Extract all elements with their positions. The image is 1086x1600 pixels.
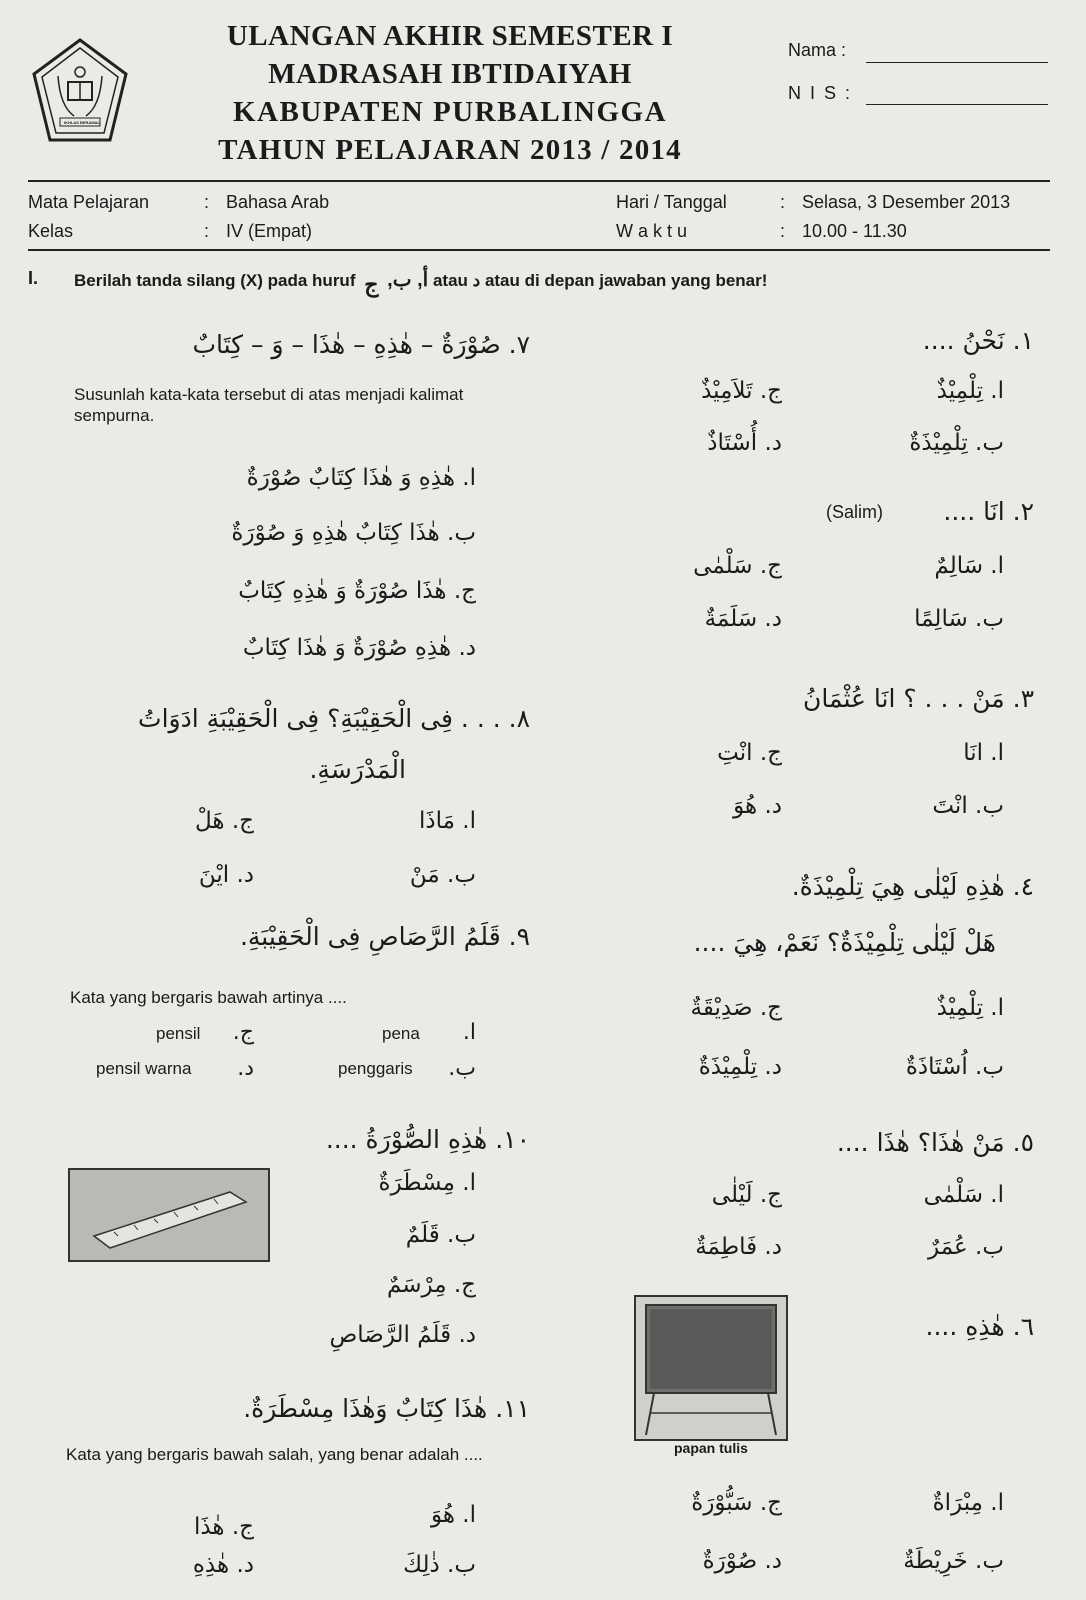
q3-option-d[interactable]: د. هُوَ <box>733 793 782 819</box>
kelas-value: IV (Empat) <box>226 221 313 241</box>
q5-option-b[interactable]: ب. عُمَرٌ <box>928 1234 1004 1260</box>
hari-label: Hari / Tanggal <box>616 192 727 212</box>
q8-stem: ٨. . . . فِى الْحَقِيْبَةِ؟ فِى الْحَقِيْبَةِ ادَوَاتُ <box>138 704 530 733</box>
q2-stem: ٢. انَا .... <box>943 497 1034 526</box>
kemenag-logo-icon <box>30 36 130 148</box>
q4-option-c[interactable]: ج. صَدِيْقَةٌ <box>690 995 782 1021</box>
q7-stem: ٧. صُوْرَةٌ – هٰذِهِ – هٰذَا – وَ – كِتَابٌ <box>192 330 530 359</box>
q9-stem: ٩. قَلَمُ الرَّصَاصِ فِى الْحَقِيْبَةِ. <box>239 922 530 951</box>
q9-letter-d: د. <box>237 1056 254 1081</box>
q5-option-d[interactable]: د. فَاطِمَةٌ <box>695 1234 782 1260</box>
q9-letter-c: ج. <box>232 1020 254 1045</box>
q10-stem: ١٠. هٰذِهِ الصُّوْرَةُ .... <box>325 1125 530 1154</box>
q2-option-d[interactable]: د. سَلَمَةٌ <box>704 606 782 632</box>
section-number: I. <box>28 268 39 288</box>
title-line-1: ULANGAN AKHIR SEMESTER I <box>226 20 674 52</box>
blackboard-image <box>634 1295 788 1441</box>
q10-option-c[interactable]: ج. مِرْسَمٌ <box>386 1272 476 1298</box>
q9-option-b[interactable]: penggaris <box>338 1059 413 1078</box>
q1-option-b[interactable]: ب. تِلْمِيْذَةٌ <box>909 430 1004 456</box>
q1-option-d[interactable]: د. أُسْتَاذٌ <box>707 430 782 456</box>
nis-field[interactable] <box>866 104 1048 105</box>
ruler-image <box>68 1168 270 1262</box>
q7-option-d[interactable]: د. هٰذِهِ صُوْرَةٌ وَ هٰذَا كِتَابٌ <box>242 635 476 661</box>
q7-option-b[interactable]: ب. هٰذَا كِتَابٌ هٰذِهِ وَ صُوْرَةٌ <box>231 520 476 546</box>
instruction <box>74 266 768 297</box>
q11-stem: ١١. هٰذَا كِتَابٌ وَهٰذَا مِسْطَرَةٌ. <box>243 1394 530 1423</box>
q3-option-a[interactable]: ا. انَا <box>963 740 1004 766</box>
q3-stem: ٣. مَنْ . . . ؟ انَا عُثْمَانُ <box>803 684 1034 713</box>
q6-stem: ٦. هٰذِهِ .... <box>925 1312 1034 1341</box>
instruction-text-b: atau د atau di depan jawaban yang benar! <box>432 271 768 290</box>
q5-option-c[interactable]: ج. لَيْلٰى <box>711 1182 782 1208</box>
meta-divider <box>28 249 1050 251</box>
q9-option-a[interactable]: pena <box>382 1024 420 1043</box>
emblem-logo <box>30 36 130 148</box>
q4-option-b[interactable]: ب. اُسْتَاذَةٌ <box>905 1054 1004 1080</box>
q1-stem: ١. نَحْنُ .... <box>922 326 1034 355</box>
q8-option-c[interactable]: ج. هَلْ <box>194 808 254 834</box>
q5-option-a[interactable]: ا. سَلْمٰى <box>923 1182 1004 1208</box>
header-divider <box>28 180 1050 182</box>
kelas-sep: : <box>204 221 210 241</box>
instruction-jim: ج <box>364 272 379 297</box>
q8-stem-2: الْمَدْرَسَةِ. <box>309 755 406 784</box>
q4-option-a[interactable]: ا. تِلْمِيْذٌ <box>936 995 1004 1021</box>
q9-note: Kata yang bergaris bawah artinya .... <box>70 988 347 1007</box>
q10-option-b[interactable]: ب. قَلَمٌ <box>405 1222 476 1248</box>
blackboard-icon <box>636 1297 786 1439</box>
q6-option-b[interactable]: ب. خَرِيْطَةٌ <box>903 1548 1004 1574</box>
q7-note: Susunlah kata-kata tersebut di atas menjadi kalimat sempurna. <box>74 385 464 425</box>
q11-option-b[interactable]: ب. ذٰلِكَ <box>403 1552 476 1578</box>
mapel-label: Mata Pelajaran <box>28 192 150 212</box>
q9-option-d[interactable]: pensil warna <box>96 1059 192 1078</box>
q2-hint: (Salim) <box>826 502 883 522</box>
title-line-2: MADRASAH IBTIDAIYAH <box>268 58 632 90</box>
q7-option-c[interactable]: ج. هٰذَا صُوْرَةٌ وَ هٰذِهِ كِتَابٌ <box>238 578 476 604</box>
q11-option-a[interactable]: ا. هُوَ <box>430 1502 476 1528</box>
hari-sep: : <box>780 192 786 212</box>
q6-option-c[interactable]: ج. سَبُّوْرَةٌ <box>691 1490 782 1516</box>
q9-letter-b: ب. <box>448 1056 476 1081</box>
q6-option-d[interactable]: د. صُوْرَةٌ <box>702 1548 782 1574</box>
q7-option-a[interactable]: ا. هٰذِهِ وَ هٰذَا كِتَابٌ صُوْرَةٌ <box>246 465 476 491</box>
instruction-letters: أ, ب, <box>387 269 429 291</box>
nis-label: N I S : <box>788 83 853 103</box>
q5-stem: ٥. مَنْ هٰذَا؟ هٰذَا .... <box>836 1128 1034 1157</box>
q10-option-d[interactable]: د. قَلَمُ الرَّصَاصِ <box>329 1322 476 1348</box>
title-line-4: TAHUN PELAJARAN 2013 / 2014 <box>218 134 682 166</box>
q3-option-b[interactable]: ب. انْتَ <box>932 793 1004 819</box>
title-line-3: KABUPATEN PURBALINGGA <box>232 96 668 128</box>
blackboard-caption: papan tulis <box>674 1440 748 1456</box>
mapel-value: Bahasa Arab <box>226 192 330 212</box>
q2-option-b[interactable]: ب. سَالِمًا <box>914 606 1004 632</box>
q2-option-c[interactable]: ج. سَلْمٰى <box>693 553 782 579</box>
q8-option-b[interactable]: ب. مَنْ <box>409 862 476 888</box>
q9-letter-a: ا. <box>462 1020 476 1045</box>
q4-stem-2: هَلْ لَيْلٰى تِلْمِيْذَةٌ؟ نَعَمْ، هِيَ .... <box>693 928 996 957</box>
nama-label: Nama : <box>788 40 847 60</box>
instruction-text-a: Berilah tanda silang (X) pada huruf <box>74 271 356 290</box>
q3-option-c[interactable]: ج. انْتِ <box>717 740 782 766</box>
kelas-label: Kelas <box>28 221 74 241</box>
logo-text: IKHLAS BERAMAL <box>64 120 100 125</box>
q10-option-a[interactable]: ا. مِسْطَرَةٌ <box>378 1170 476 1196</box>
waktu-sep: : <box>780 221 786 241</box>
mapel-sep: : <box>204 192 210 212</box>
q1-option-c[interactable]: ج. تَلاَمِيْذٌ <box>701 378 782 404</box>
nama-field[interactable] <box>866 62 1048 63</box>
q1-option-a[interactable]: ا. تِلْمِيْذٌ <box>936 378 1004 404</box>
q11-option-c[interactable]: ج. هٰذَا <box>193 1514 254 1540</box>
ruler-icon <box>70 1170 268 1260</box>
q9-option-c[interactable]: pensil <box>156 1024 201 1043</box>
hari-value: Selasa, 3 Desember 2013 <box>802 192 1011 212</box>
q8-option-d[interactable]: د. ايْنَ <box>198 862 254 888</box>
q8-option-a[interactable]: ا. مَاذَا <box>419 808 476 834</box>
q6-option-a[interactable]: ا. مِبْرَاةٌ <box>932 1490 1004 1516</box>
q2-option-a[interactable]: ا. سَالِمٌ <box>934 553 1004 579</box>
q11-note: Kata yang bergaris bawah salah, yang benar adalah .... <box>66 1445 483 1464</box>
q11-option-d[interactable]: د. هٰذِهِ <box>192 1552 254 1578</box>
waktu-label: W a k t u <box>616 221 688 241</box>
q4-option-d[interactable]: د. تِلْمِيْذَةٌ <box>698 1054 782 1080</box>
waktu-value: 10.00 - 11.30 <box>802 221 907 241</box>
q4-stem: ٤. هٰذِهِ لَيْلٰى هِيَ تِلْمِيْذَةٌ. <box>791 872 1034 901</box>
